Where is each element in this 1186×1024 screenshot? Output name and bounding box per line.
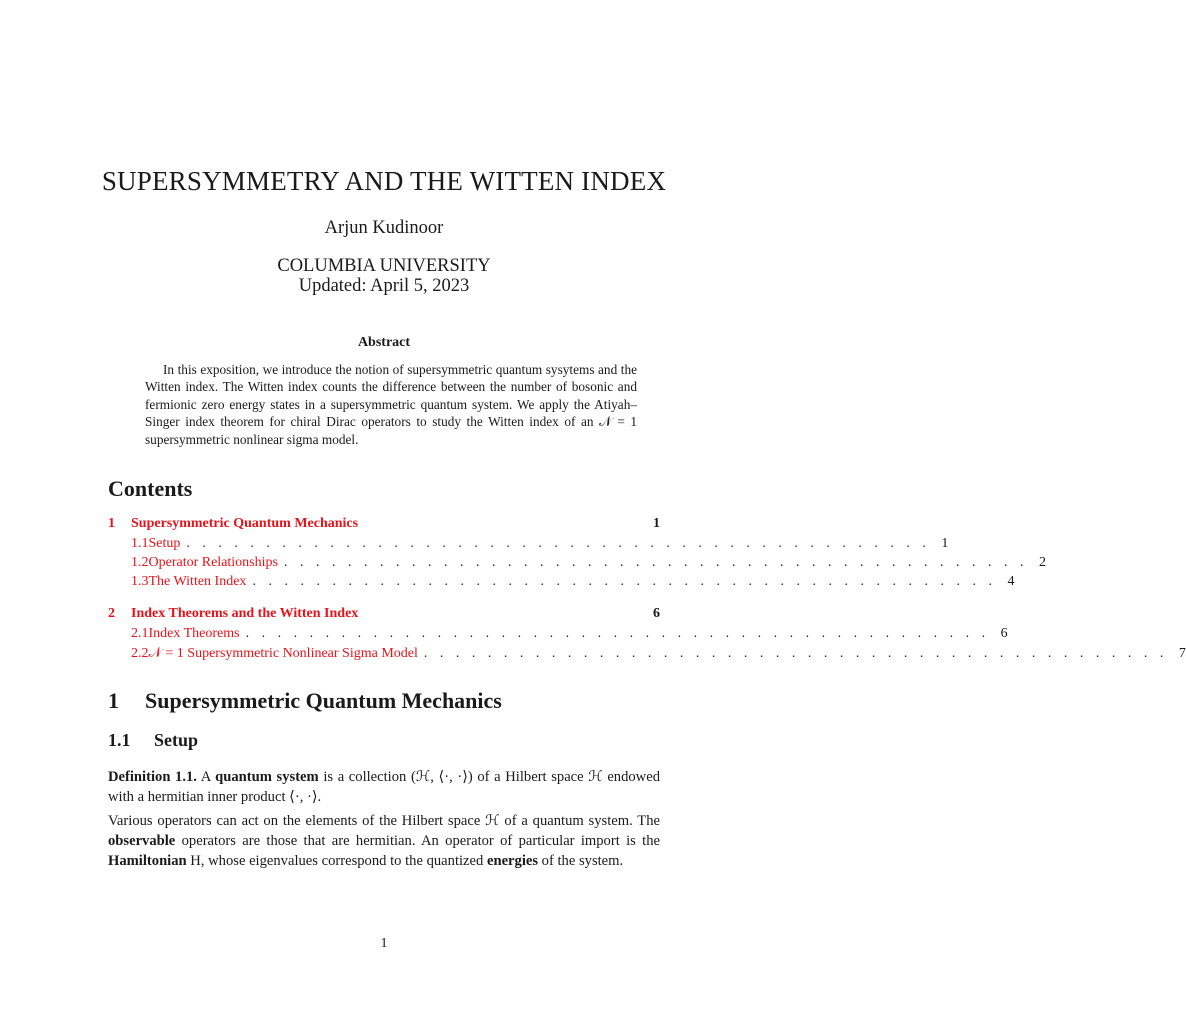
toc-leader-dots: . . . . . . . . . . . . . . . . . . . . . . . . . . . . . . . . . . . . . . . . . . . . . . . <box>252 574 997 589</box>
toc-subsection-number: 2.1 <box>131 626 149 641</box>
toc-leader-dots: . . . . . . . . . . . . . . . . . . . . . . . . . . . . . . . . . . . . . . . . . . . . . . . <box>186 536 931 551</box>
toc-subsection-link[interactable]: The Witten Index <box>148 574 247 589</box>
toc-subsection-link[interactable]: Operator Relationships <box>148 555 278 570</box>
paragraph-text-3: H, whose eigenvalues correspond to the quantized <box>186 853 487 869</box>
toc-section-number: 1 <box>108 516 115 531</box>
affiliation: COLUMBIA UNIVERSITY <box>277 256 491 276</box>
toc-page-number: 6 <box>1000 626 1008 641</box>
paragraph-text-1: Various operators can act on the elements of the Hilbert space ℋ of a quantum system. The <box>108 813 660 829</box>
subsection-number: 1.1 <box>108 730 131 750</box>
definition-label: Definition 1.1. <box>108 769 197 785</box>
page-number: 1 <box>380 936 388 951</box>
term-observable: observable <box>108 833 176 849</box>
abstract-text <box>145 361 637 448</box>
term-hamiltonian: Hamiltonian <box>108 853 187 869</box>
definition-text: is a collection (ℋ, ⟨·, ·⟩) of a Hilbert space ℋ endowed with a hermitian inner product ⟨·, ·⟩. <box>108 769 660 805</box>
toc-page-number: 1 <box>941 536 949 551</box>
term-energies: energies <box>486 853 539 869</box>
toc-section-number: 2 <box>108 606 115 621</box>
toc-subsection-link[interactable]: 𝒩 = 1 Supersymmetric Nonlinear Sigma Model <box>148 646 418 661</box>
toc-subsection-2-2[interactable] <box>108 646 1186 664</box>
toc-leader-dots: . . . . . . . . . . . . . . . . . . . . . . . . . . . . . . . . . . . . . . . . . . . . . . . <box>423 646 1168 661</box>
abstract-body-text: In this exposition, we introduce the notion of supersymmetric quantum sysytems and the Witten index. The Witten index counts the difference between the number of bosonic and fermionic zero energy states in a supersymmetric quantum system. We apply the Atiyah–Singer index theorem for chiral Dirac operators to study the Witten index of an 𝒩 = 1 supersymmetric nonlinear sigma model. <box>145 362 637 447</box>
affiliation-block <box>0 256 768 296</box>
toc-page-number: 1 <box>653 516 660 531</box>
toc-section-2[interactable] <box>108 606 660 624</box>
toc-subsection-1-1[interactable] <box>108 536 949 554</box>
subsection-title: Setup <box>154 730 199 750</box>
contents-heading: Contents <box>108 476 193 501</box>
body-paragraph <box>108 811 660 871</box>
toc-section-link[interactable]: Index Theorems and the Witten Index <box>131 606 359 621</box>
toc-page-number: 4 <box>1007 574 1015 589</box>
toc-page-number: 2 <box>1038 555 1046 570</box>
toc-subsection-number: 2.2 <box>131 646 149 661</box>
toc-leader-dots: . . . . . . . . . . . . . . . . . . . . . . . . . . . . . . . . . . . . . . . . . . . . . . . <box>245 626 990 641</box>
paragraph-text-2: operators are those that are hermitian. An operator of particular import is the <box>175 833 660 849</box>
toc-section-link[interactable]: Supersymmetric Quantum Mechanics <box>131 516 359 531</box>
definition-term: quantum system <box>215 769 319 785</box>
toc-subsection-number: 1.3 <box>131 574 149 589</box>
paper-title: SUPERSYMMETRY AND THE WITTEN INDEX <box>101 166 667 196</box>
toc-page-number: 7 <box>1178 646 1186 661</box>
section-heading <box>108 688 502 714</box>
toc-subsection-number: 1.2 <box>131 555 149 570</box>
updated-date: Updated: April 5, 2023 <box>298 276 470 296</box>
subsection-heading <box>108 730 198 751</box>
toc-subsection-1-3[interactable] <box>108 574 1015 592</box>
toc-page-number: 6 <box>653 606 660 621</box>
section-number: 1 <box>108 688 119 713</box>
toc-subsection-2-1[interactable] <box>108 626 1008 644</box>
author-name: Arjun Kudinoor <box>324 218 444 238</box>
toc-section-1[interactable] <box>108 516 660 534</box>
toc-subsection-number: 1.1 <box>131 536 149 551</box>
section-title: Supersymmetric Quantum Mechanics <box>145 688 502 713</box>
definition-paragraph <box>108 767 660 807</box>
toc-subsection-link[interactable]: Setup <box>148 536 181 551</box>
definition-pre: A <box>196 769 216 785</box>
paragraph-text-4: of the system. <box>538 853 624 869</box>
toc-subsection-link[interactable]: Index Theorems <box>148 626 240 641</box>
toc-subsection-1-2[interactable] <box>108 555 1046 573</box>
abstract-heading: Abstract <box>357 335 411 350</box>
toc-leader-dots: . . . . . . . . . . . . . . . . . . . . . . . . . . . . . . . . . . . . . . . . . . . . . . . <box>283 555 1028 570</box>
